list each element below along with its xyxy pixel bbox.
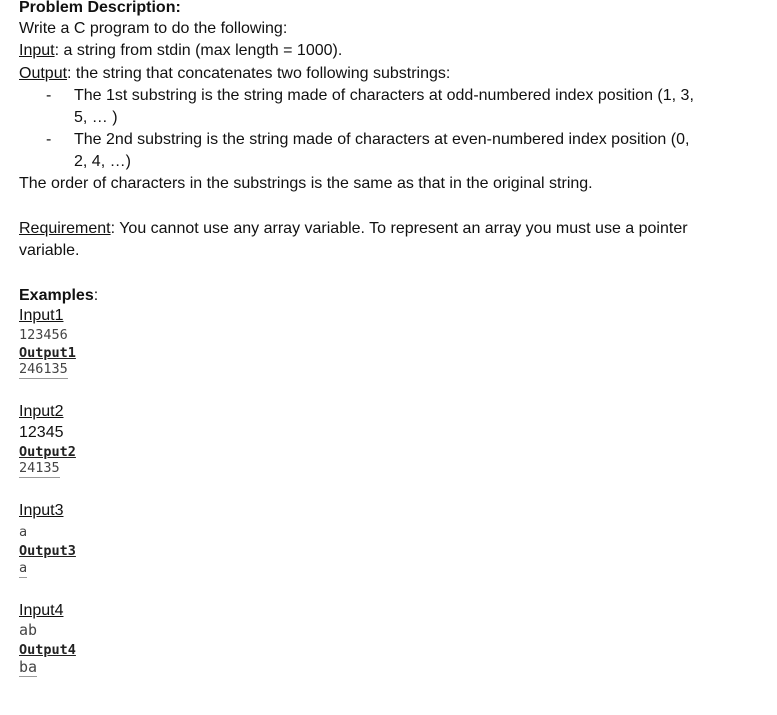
example-output-label: Output1 — [19, 345, 76, 361]
bullet-dash: - — [46, 87, 52, 104]
example-input-label: Input4 — [19, 602, 64, 619]
examples-label: Examples — [19, 287, 94, 304]
bullet-2-line-1: The 2nd substring is the string made of characters at even-numbered index position (0, — [74, 131, 690, 148]
example-output-value-text: 24135 — [19, 460, 60, 476]
bullet-1-line-2: 5, … ) — [74, 109, 118, 126]
intro-text: Write a C program to do the following: — [19, 20, 288, 37]
example-input-label: Input3 — [19, 502, 64, 519]
output-text: : the string that concatenates two following substrings: — [67, 65, 451, 82]
example-output-value-text: ba — [19, 658, 38, 676]
example-output-label: Output4 — [19, 642, 76, 658]
example-output-value — [19, 658, 37, 677]
example-input-label: Input1 — [19, 307, 64, 324]
output-description — [19, 63, 450, 85]
examples-heading — [19, 285, 98, 307]
example-output-label: Output3 — [19, 543, 76, 559]
bullet-1-line-1: The 1st substring is the string made of characters at odd-numbered index position (1, 3, — [74, 87, 694, 104]
example-output-value — [19, 559, 27, 578]
requirement-line-1 — [19, 218, 688, 240]
example-output-label: Output2 — [19, 444, 76, 460]
problem-heading: Problem Description: — [19, 0, 181, 16]
input-description — [19, 40, 342, 62]
example-output-value — [19, 459, 60, 478]
example-input-value: 12345 — [19, 424, 64, 441]
example-input-value: ab — [19, 621, 38, 639]
example-output-value-text: a — [19, 560, 28, 576]
input-text: : a string from stdin (max length = 1000). — [54, 42, 343, 59]
order-note: The order of characters in the substrings is the same as that in the original string. — [19, 175, 593, 192]
example-input-label: Input2 — [19, 403, 64, 420]
example-input-value: a — [19, 524, 28, 540]
example-output-value — [19, 360, 68, 379]
examples-colon: : — [93, 287, 99, 304]
output-label: Output — [19, 65, 68, 82]
example-output-value-text: 246135 — [19, 361, 68, 377]
requirement-label: Requirement — [19, 220, 111, 237]
input-label: Input — [19, 42, 55, 59]
requirement-line-2: variable. — [19, 242, 80, 259]
example-input-value: 123456 — [19, 327, 68, 343]
bullet-dash: - — [46, 131, 52, 148]
requirement-text: : You cannot use any array variable. To represent an array you must use a pointer — [110, 220, 688, 237]
bullet-2-line-2: 2, 4, …) — [74, 153, 131, 170]
